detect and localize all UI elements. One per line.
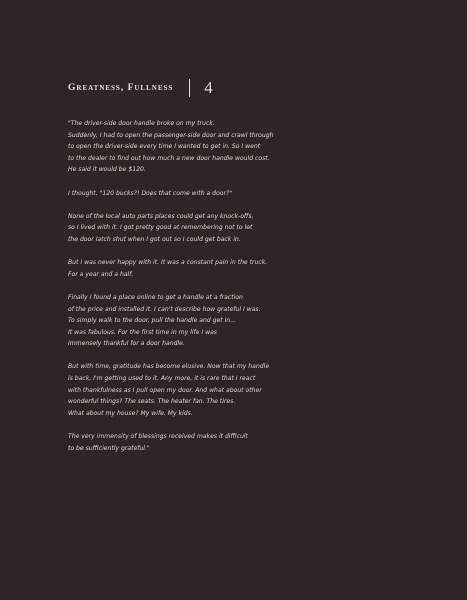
text-line: wonderful things? The seats. The heater fan. The tires. (68, 398, 236, 406)
text-line: For a year and a half. (68, 270, 134, 278)
paragraph (68, 211, 318, 246)
body-text (68, 118, 318, 466)
text-line: so I lived with it. I got pretty good at remembering not to let (68, 224, 253, 232)
text-line: The very immensity of blessings received makes it difficult (68, 433, 248, 441)
paragraph (68, 257, 318, 280)
text-line: But with time, gratitude has become elusive. Now that my handle (68, 363, 270, 371)
text-line: It was fabulous. For the first time in my life I was (68, 328, 217, 336)
text-line: "The driver-side door handle broke on my truck. (68, 120, 215, 127)
text-line: with thankfulness as I pull open my door. And what about other (68, 386, 262, 394)
text-line: None of the local auto parts places could get any knock-offs, (68, 212, 254, 220)
paragraph (68, 292, 318, 350)
text-line: to be sufficiently grateful." (68, 444, 150, 452)
text-line: Finally I found a place online to get a handle at a fraction (68, 293, 243, 301)
paragraph (68, 431, 318, 454)
text-line: immensely thankful for a door handle. (68, 340, 185, 348)
text-line: Suddenly, I had to open the passenger-side door and crawl through (68, 131, 274, 139)
text-line: But I was never happy with it. It was a constant pain in the truck. (68, 259, 268, 267)
text-line: He said it would be $120. (68, 166, 146, 174)
page-header (68, 76, 213, 100)
header-divider (189, 79, 190, 97)
chapter-title: Greatness, Fullness (68, 83, 174, 93)
text-line: What about my house? My wife. My kids. (68, 409, 193, 417)
text-line: To simply walk to the door, pull the handle and get in... (68, 317, 236, 325)
text-line: to open the driver-side every time I wanted to get in. So I went (68, 143, 261, 151)
paragraph (68, 361, 318, 419)
page-number: 4 (204, 78, 213, 97)
text-line: of the price and installed it. I can't describe how grateful I was. (68, 305, 261, 313)
text-line: I thought, "120 bucks?! Does that come with a door?" (68, 189, 233, 197)
paragraph (68, 188, 318, 200)
text-line: to the dealer to find out how much a new door handle would cost. (68, 154, 270, 162)
text-line: the door latch shut when I got out so I could get back in. (68, 235, 241, 243)
text-line: is back, I'm getting used to it. Any more, it is rare that I react (68, 375, 256, 383)
paragraph (68, 118, 318, 176)
